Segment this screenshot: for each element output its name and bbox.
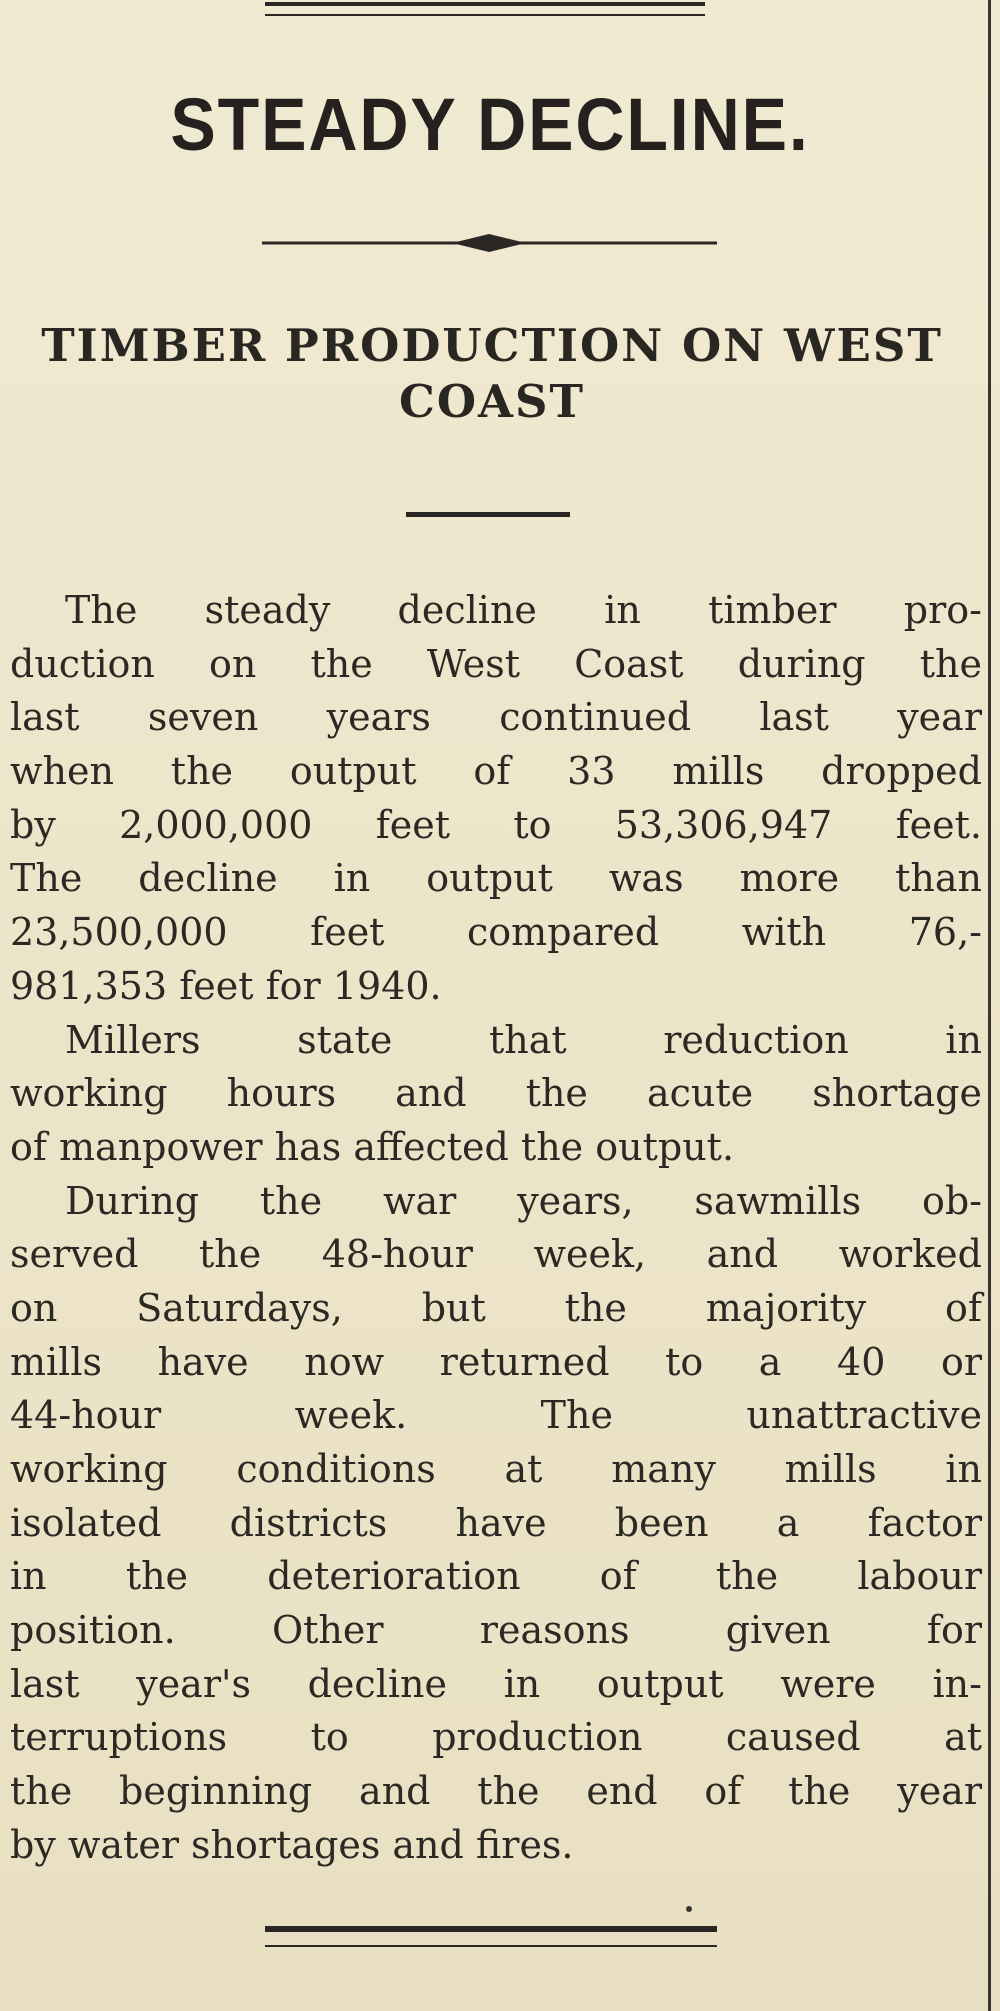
text-line: position. Other reasons given for (10, 1608, 982, 1653)
top-rule (265, 2, 705, 6)
text-line: During the war years, sawmills ob- (65, 1178, 982, 1223)
text-line: served the 48-hour week, and worked (10, 1232, 982, 1277)
text-line: 981,353 feet for 1940. (10, 963, 442, 1008)
column-rule (988, 0, 991, 2011)
text-line: by 2,000,000 feet to 53,306,947 feet. (10, 802, 982, 847)
subheadline: TIMBER PRODUCTION ON WEST COAST (41, 319, 943, 428)
text-line: of manpower has affected the output. (10, 1124, 735, 1169)
headline: STEADY DECLINE. (170, 83, 810, 166)
ink-speck (686, 1906, 692, 1912)
text-line: The steady decline in timber pro- (65, 588, 982, 632)
text-line: 44-hour week. The unattractive (10, 1393, 982, 1438)
article-body (10, 584, 982, 1873)
text-line: by water shortages and fires. (10, 1822, 574, 1867)
text-line: last year's decline in output were in- (10, 1661, 982, 1706)
diamond-divider (262, 230, 717, 256)
bottom-rule-thin (265, 1945, 717, 1947)
section-rule (406, 512, 570, 517)
text-line: working conditions at many mills in (10, 1447, 982, 1491)
text-line: last seven years continued last year (10, 695, 982, 740)
text-line: 23,500,000 feet compared with 76,- (10, 910, 982, 955)
text-line: the beginning and the end of the year (10, 1769, 982, 1814)
text-line: in the deterioration of the labour (10, 1554, 982, 1599)
text-line: working hours and the acute shortage (10, 1071, 982, 1116)
bottom-rule (265, 1926, 717, 1932)
text-line: when the output of 33 mills dropped (10, 749, 982, 794)
top-rule-thin (265, 14, 705, 16)
text-line: terruptions to production caused at (10, 1715, 982, 1760)
text-line: Millers state that reduction in (65, 1017, 982, 1062)
text-line: The decline in output was more than (10, 856, 982, 901)
text-line: duction on the West Coast during the (10, 641, 982, 686)
text-line: isolated districts have been a factor (10, 1500, 982, 1545)
text-line: on Saturdays, but the majority of (10, 1285, 982, 1330)
text-line: mills have now returned to a 40 or (10, 1339, 982, 1384)
